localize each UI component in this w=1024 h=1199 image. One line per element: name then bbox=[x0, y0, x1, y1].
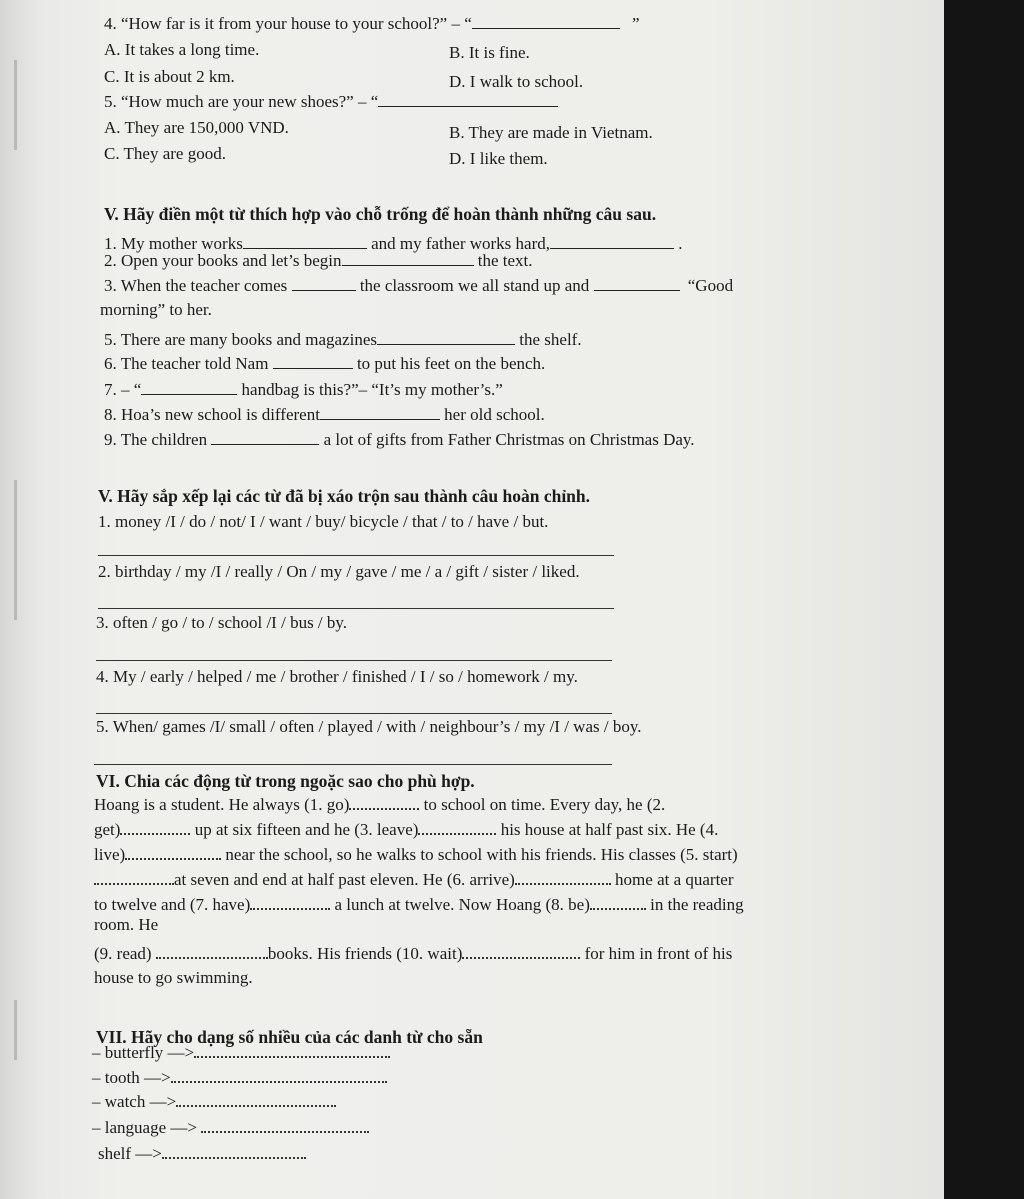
fill-5-text-b: the shelf. bbox=[519, 330, 582, 349]
fill-item-7 bbox=[104, 380, 503, 400]
fill-2-blank[interactable] bbox=[342, 251, 474, 266]
fill-1-blank-2[interactable] bbox=[550, 234, 674, 249]
verbs-line-1 bbox=[94, 795, 665, 815]
fill-2-text-b: the text. bbox=[477, 251, 533, 270]
verbs-text: at seven and end at half past eleven. He (6. arrive) bbox=[174, 870, 515, 889]
plural-blank-1[interactable] bbox=[194, 1044, 390, 1058]
verb-blank-9[interactable] bbox=[156, 945, 268, 959]
verbs-text: get) bbox=[94, 820, 121, 839]
q4-option-b[interactable]: B. It is fine. bbox=[449, 43, 530, 62]
verbs-section-title: VI. Chia các động từ trong ngoặc sao cho phù hợp. bbox=[96, 771, 475, 791]
q5-question-text: 5. “How much are your new shoes?” – “ bbox=[104, 92, 379, 111]
verbs-text: in the reading bbox=[650, 895, 744, 914]
plural-section-title: VII. Hãy cho dạng số nhiều của các danh từ cho sẵn bbox=[96, 1027, 483, 1047]
fill-5-text-a: 5. There are many books and magazines bbox=[104, 330, 378, 349]
verbs-text: to twelve and (7. have) bbox=[94, 895, 251, 914]
fill-3-text-b: the classroom we all stand up and bbox=[359, 276, 590, 295]
q4-option-c[interactable]: C. It is about 2 km. bbox=[104, 67, 235, 86]
plural-item-2 bbox=[92, 1068, 387, 1088]
verb-blank-4[interactable] bbox=[125, 846, 221, 860]
verb-blank-2[interactable] bbox=[120, 821, 190, 835]
plural-blank-5[interactable] bbox=[162, 1145, 306, 1159]
reorder-item-5: 5. When/ games /I/ small / often / played / with / neighbour’s / my /I / was / boy. bbox=[96, 717, 642, 736]
reorder-answer-line-1[interactable] bbox=[98, 555, 614, 556]
verbs-line-2 bbox=[94, 820, 718, 840]
reorder-answer-line-2[interactable] bbox=[98, 608, 614, 609]
verbs-text: home at a quarter bbox=[615, 870, 734, 889]
verbs-line-3 bbox=[94, 845, 738, 865]
q4-question bbox=[104, 14, 640, 34]
fill-3-blank-2[interactable] bbox=[594, 276, 680, 291]
plural-blank-4[interactable] bbox=[201, 1119, 369, 1133]
q4-close-quote: ” bbox=[632, 14, 640, 33]
fill-8-text-b: her old school. bbox=[444, 405, 545, 424]
verb-blank-3[interactable] bbox=[418, 821, 496, 835]
reorder-item-3: 3. often / go / to / school /I / bus / by. bbox=[96, 613, 348, 632]
reorder-item-4: 4. My / early / helped / me / brother / finished / I / so / homework / my. bbox=[96, 667, 578, 686]
verb-blank-5[interactable] bbox=[94, 871, 174, 885]
fill-3-blank-1[interactable] bbox=[292, 276, 356, 291]
plural-word: – watch —> bbox=[92, 1092, 177, 1111]
fill-item-1 bbox=[104, 226, 683, 254]
verbs-text: his house at half past six. He (4. bbox=[500, 820, 719, 839]
fill-3-text-a: 3. When the teacher comes bbox=[104, 276, 288, 295]
verbs-line-8: house to go swimming. bbox=[94, 968, 253, 987]
reorder-section-title: V. Hãy sắp xếp lại các từ đã bị xáo trộn sau thành câu hoàn chỉnh. bbox=[98, 486, 591, 506]
fill-item-8 bbox=[104, 405, 545, 425]
fill-section-title: V. Hãy điền một từ thích hợp vào chỗ trống để hoàn thành những câu sau. bbox=[104, 204, 657, 224]
scan-edge-mark bbox=[14, 60, 17, 150]
q4-option-d[interactable]: D. I walk to school. bbox=[449, 72, 584, 91]
plural-word: – language —> bbox=[92, 1118, 197, 1137]
q5-option-b[interactable]: B. They are made in Vietnam. bbox=[449, 123, 653, 142]
reorder-item-2: 2. birthday / my /I / really / On / my / gave / me / a / gift / sister / liked. bbox=[98, 562, 580, 581]
fill-item-6 bbox=[104, 354, 545, 374]
fill-3-text-c: “Good bbox=[687, 276, 734, 295]
fill-6-text-a: 6. The teacher told Nam bbox=[104, 354, 269, 373]
reorder-item-1: 1. money /I / do / not/ I / want / buy/ bicycle / that / to / have / but. bbox=[98, 512, 549, 531]
verb-blank-10[interactable] bbox=[462, 945, 580, 959]
verbs-text: a lunch at twelve. Now Hoang (8. be) bbox=[334, 895, 590, 914]
fill-1-text-b: and my father works hard, bbox=[371, 234, 550, 253]
fill-2-text-a: 2. Open your books and let’s begin bbox=[104, 251, 342, 270]
q4-question-text: 4. “How far is it from your house to your school?” – “ bbox=[104, 14, 472, 33]
fill-7-blank[interactable] bbox=[141, 380, 237, 395]
fill-8-text-a: 8. Hoa’s new school is different bbox=[104, 405, 320, 424]
reorder-answer-line-4[interactable] bbox=[96, 713, 612, 714]
reorder-answer-line-5[interactable] bbox=[94, 764, 612, 765]
fill-8-blank[interactable] bbox=[320, 405, 440, 420]
verb-blank-6[interactable] bbox=[515, 871, 611, 885]
q4-option-a[interactable]: A. It takes a long time. bbox=[104, 40, 260, 59]
q5-option-a[interactable]: A. They are 150,000 VND. bbox=[104, 118, 289, 137]
fill-1-blank-1[interactable] bbox=[243, 234, 367, 249]
fill-9-blank[interactable] bbox=[211, 430, 319, 445]
verbs-text: live) bbox=[94, 845, 126, 864]
plural-item-3 bbox=[92, 1092, 336, 1112]
reorder-answer-line-3[interactable] bbox=[96, 660, 612, 661]
verbs-line-4 bbox=[94, 870, 734, 890]
plural-item-1 bbox=[92, 1043, 390, 1063]
q5-answer-blank[interactable] bbox=[378, 92, 558, 107]
verbs-text: to school on time. Every day, he (2. bbox=[423, 795, 666, 814]
verb-blank-7[interactable] bbox=[250, 896, 330, 910]
verbs-text: up at six fifteen and he (3. leave) bbox=[194, 820, 419, 839]
fill-9-text-a: 9. The children bbox=[104, 430, 208, 449]
verbs-line-6: room. He bbox=[94, 915, 159, 934]
verbs-line-5 bbox=[94, 895, 744, 915]
q5-option-c[interactable]: C. They are good. bbox=[104, 144, 226, 163]
verb-blank-1[interactable] bbox=[349, 796, 419, 810]
plural-word: shelf —> bbox=[98, 1144, 162, 1163]
plural-blank-3[interactable] bbox=[176, 1093, 336, 1107]
fill-item-9 bbox=[104, 430, 695, 450]
plural-item-4 bbox=[92, 1118, 369, 1138]
fill-3-text-d: morning” to her. bbox=[100, 300, 212, 319]
verbs-text: books. His friends (10. wait) bbox=[267, 944, 463, 963]
verbs-line-7 bbox=[94, 944, 732, 964]
q5-question bbox=[104, 92, 558, 112]
plural-word: – tooth —> bbox=[92, 1068, 171, 1087]
plural-item-5 bbox=[98, 1144, 306, 1164]
verbs-text: Hoang is a student. He always (1. go) bbox=[94, 795, 350, 814]
fill-7-text-a: 7. – “ bbox=[104, 380, 142, 399]
fill-item-5 bbox=[104, 330, 582, 350]
fill-5-blank[interactable] bbox=[377, 330, 515, 345]
verbs-text: for him in front of his bbox=[584, 944, 733, 963]
fill-1-text-c: . bbox=[678, 234, 683, 253]
plural-word: – butterfly —> bbox=[92, 1043, 195, 1062]
fill-1-text-a: 1. My mother works bbox=[104, 234, 243, 253]
verb-blank-8[interactable] bbox=[590, 896, 646, 910]
fill-7-text-b: handbag is this?”– “It’s my mother’s.” bbox=[241, 380, 503, 399]
verbs-text: near the school, so he walks to school with his friends. His classes (5. start) bbox=[225, 845, 738, 864]
q5-option-d[interactable]: D. I like them. bbox=[449, 149, 548, 168]
fill-item-2 bbox=[104, 251, 533, 271]
scan-edge-mark bbox=[14, 1000, 17, 1060]
plural-blank-2[interactable] bbox=[171, 1069, 387, 1083]
fill-6-text-b: to put his feet on the bench. bbox=[356, 354, 546, 373]
fill-9-text-b: a lot of gifts from Father Christmas on Christmas Day. bbox=[323, 430, 695, 449]
verbs-text: (9. read) bbox=[94, 944, 152, 963]
scan-edge-mark bbox=[14, 480, 17, 620]
fill-6-blank[interactable] bbox=[273, 354, 353, 369]
fill-item-3 bbox=[104, 276, 733, 296]
q4-answer-blank[interactable] bbox=[472, 14, 620, 29]
